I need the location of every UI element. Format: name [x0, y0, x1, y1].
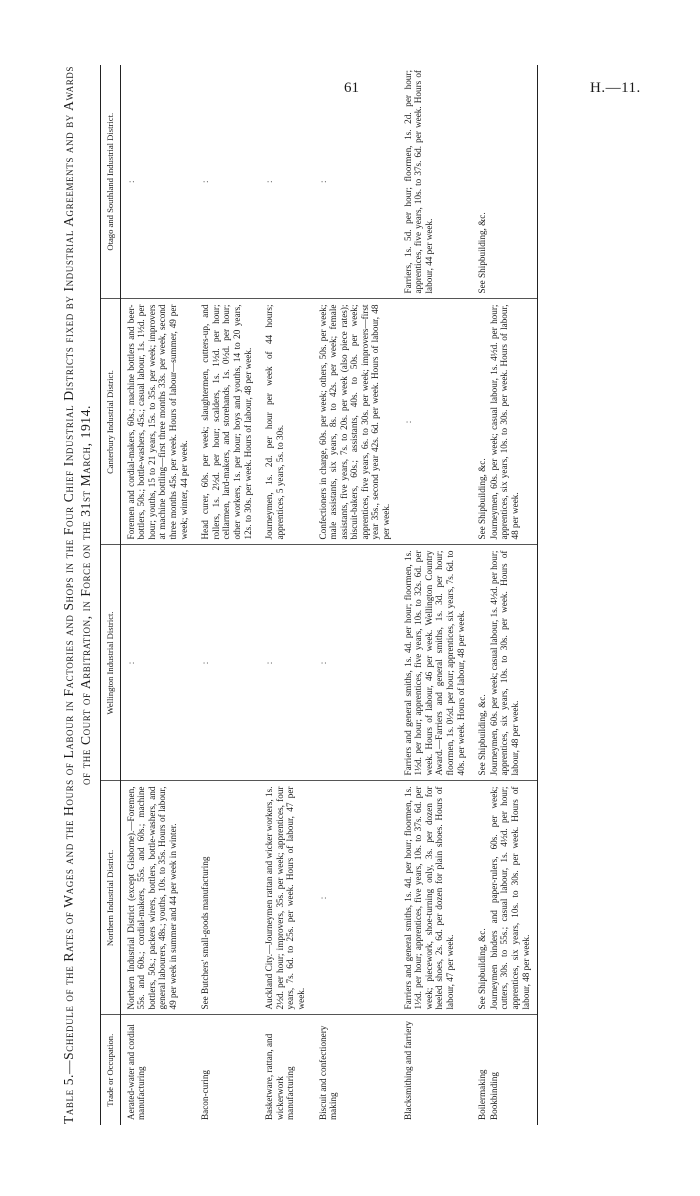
canterbury-cell: :: [398, 299, 473, 545]
canterbury-cell: See Shipbuilding, &c.: [472, 299, 488, 545]
northern-cell: :: [313, 781, 398, 1015]
canterbury-cell: Journeymen, 1s. 2d. per hour per week of 44 hours; apprentices, 5 years, 5s. to 30s.: [259, 299, 312, 545]
table-row: [472, 65, 488, 1125]
header-row: [101, 65, 121, 1125]
table-row: [488, 65, 538, 1125]
trade-cell: Blacksmithing and farriery: [402, 1021, 413, 1120]
otago-cell: :: [313, 65, 398, 299]
canterbury-cell: Head curer, 60s. per week; slaughtermen, cutters-up, and rollers, 1s. 2½d. per hour; scalders, 1s. 1½d. per hour; cellarmen, lard-makers, and storehands, 1s. 0½d. per hour; other workers, 1s. per hour; boys and youths, 14 to 20 years, 12s. to 30s. per week. Hours of labour, 48 per week.: [195, 299, 259, 545]
canterbury-cell: Confectioners in charge, 60s. per week; others, 50s. per week; male assistants, six years, 8s. to 42s. per week; female assistants, five years, 7s. to 20s. per week (also piece rates); biscuit-bakers, 60s.; assistants, 40s. to 50s. per week; apprentices, five years, 6s. to 30s. per week; improvers—first year 35s., second year 42s. 6d. per week. Hours of labour, 48 per week.: [313, 299, 398, 545]
northern-cell: Auckland City.—Journeymen rattan and wicker workers, 1s. 2½d. per hour; improvers, 35s. per week; apprentices, four years, 7s. 6d. to 25s. per week. Hours of labour, 47 per week.: [259, 781, 312, 1015]
wellington-cell: :: [120, 545, 195, 781]
otago-cell: :: [120, 65, 195, 299]
otago-cell: Farriers, 1s. 5d. per hour; floormen, 1s. 2d. per hour; apprentices, five years, 10s. to 37s. 6d. per week. Hours of labour, 44 per week.: [398, 65, 473, 299]
trade-cell: Boilermaking: [477, 1069, 488, 1120]
column-header-otago: Otago and Southland Industrial District.: [101, 65, 121, 299]
canterbury-cell: Journeymen, 60s. per week; casual labour, 1s. 4½d. per hour; apprentices, six years, 10s. to 30s. per week. Hours of labour, 48 per week.: [488, 299, 538, 545]
otago-cell: :: [259, 65, 312, 299]
wellington-cell: :: [195, 545, 259, 781]
trade-cell: Aerated-water and cordial manufacturing: [125, 1024, 147, 1120]
table-row: [398, 65, 473, 1125]
table-row: [259, 65, 312, 1125]
table-row: [120, 65, 195, 1125]
otago-cell: [488, 65, 538, 299]
northern-cell: See Shipbuilding, &c.: [472, 781, 488, 1015]
wages-schedule-table: [100, 65, 538, 1125]
wellington-cell: See Shipbuilding, &c.: [472, 545, 488, 781]
northern-cell: Northern Industrial District (except Gisborne).—Foremen, 55s. and 60s.; cordial-makers, 55s. and 60s.; machine bottlers, 50s.; packers wirers, bottlers, bottle-washers, and general labourers, 48s.; youths, 10s. to 35s. Hours of labour, 49 per week in summer and 44 per week in winter.: [120, 781, 195, 1015]
trade-cell: Bacon-curing: [200, 1069, 211, 1120]
document-reference: H.—11.: [590, 80, 641, 96]
wellington-cell: :: [259, 545, 312, 781]
canterbury-cell: Foremen and cordial-makers, 60s.; machine bottlers and beer-bottlers, 50s.; bottle-washers, 45s.; casual labour, 1s. 1½d. per hour; youths, 15 to 21 years, 15s. to 35s. per week; improvers at machine bottling—first three months 33s. per week, second three months 45s. per week. Hours of labour—summer, 49 per week; winter, 44 per week.: [120, 299, 195, 545]
otago-cell: See Shipbuilding, &c.: [472, 65, 488, 299]
northern-cell: Farriers and general smiths, 1s. 4d. per hour; floormen, 1s. 1½d. per hour; apprentices, five years, 10s. to 37s. 6d. per week; piecework, shoe-turning only, 3s. per dozen for heeled shoes, 2s. 6d. per dozen for plain shoes. Hours of labour, 47 per week.: [398, 781, 473, 1015]
column-header-wellington: Wellington Industrial District.: [101, 545, 121, 781]
wellington-cell: Journeymen, 60s. per week; casual labour, 1s. 4½d. per hour; apprentices, six years, 10s. to 30s. per week. Hours of labour, 48 per week.: [488, 545, 538, 781]
column-header-northern: Northern Industrial District.: [101, 781, 121, 1015]
rotated-schedule: [60, 65, 670, 1125]
otago-cell: :: [195, 65, 259, 299]
table-title: Table 5.—Schedule of the Rates of Wages and the Hours of Labour in Factories and Shops in the Four Chief Industrial Districts fixed by Industrial Agreements and by Awards of the Court of Arbitration, in Force on the 31st March, 1914.: [61, 66, 93, 1125]
trade-cell: Basketware, rattan, and wickerwork manufacturing: [264, 1033, 296, 1120]
trade-cell: Biscuit and confectionery making: [317, 1025, 339, 1120]
northern-cell: See Butchers' small-goods manufacturing: [195, 781, 259, 1015]
column-header-trade: Trade or Occupation.: [101, 1015, 121, 1125]
trade-cell: Bookbinding: [488, 1015, 538, 1125]
northern-cell: Journeymen binders and paper-rulers, 60s. per week; cutters, 30s. to 55s.; casual labour, 1s. 4½d. per hour; apprentices, six years, 10s. to 30s. per week. Hours of labour, 48 per week.: [488, 781, 538, 1015]
table-row: [313, 65, 398, 1125]
page-number: 61: [344, 80, 359, 96]
column-header-canterbury: Canterbury Industrial District.: [101, 299, 121, 545]
table-row: [195, 65, 259, 1125]
wellington-cell: Farriers and general smiths, 1s. 4d. per hour; floormen, 1s. 1½d. per hour; apprentices, five years, 10s. to 32s. 6d. per week. Hours of labour, 46 per week. Wellington Country Award.—Farriers and general smiths, 1s. 3d. per hour; floormen, 1s. 0½d. per hour; apprentices, six years, 7s. 6d. to 40s. per week. Hours of labour, 48 per week.: [398, 545, 473, 781]
wellington-cell: :: [313, 545, 398, 781]
